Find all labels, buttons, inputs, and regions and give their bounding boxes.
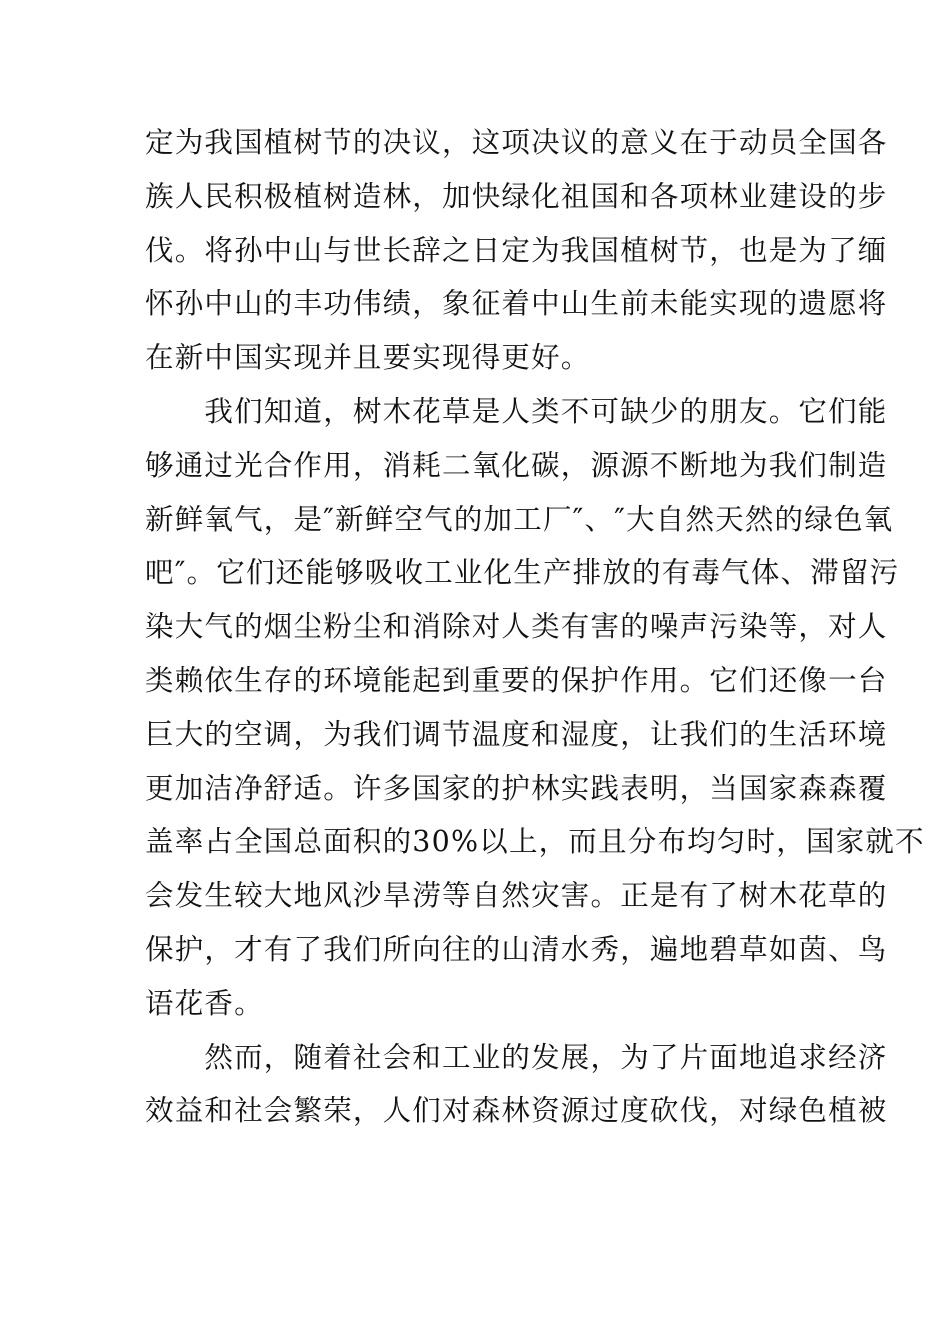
text-line: 我们知道，树木花草是人类不可缺少的朋友。它们能 [145, 394, 888, 428]
text-line: 定为我国植树节的决议，这项决议的意义在于动员全国各 [145, 126, 888, 159]
text-line: 效益和社会繁荣，人们对森林资源过度砍伐，对绿色植被 [145, 1094, 888, 1128]
body-text [145, 116, 925, 1138]
text-line: 吧″。它们还能够吸收工业化生产排放的有毒气体、滞留污 [145, 556, 900, 590]
paragraph-3 [145, 1031, 888, 1139]
text-line: 类赖依生存的环境能起到重要的保护作用。它们还像一台 [145, 663, 888, 697]
text-line: 更加洁净舒适。许多国家的护林实践表明，当国家森森覆 [145, 771, 888, 805]
paragraph-2 [145, 385, 925, 1031]
text-line: 伐。将孙中山与世长辞之日定为我国植树节，也是为了缅 [145, 233, 888, 267]
paragraph-1 [145, 116, 888, 385]
text-line: 够通过光合作用，消耗二氧化碳，源源不断地为我们制造 [145, 448, 888, 482]
text-line: 会发生较大地风沙旱涝等自然灾害。正是有了树木花草的 [145, 879, 888, 913]
text-line: 语花香。 [145, 986, 264, 1020]
text-line: 盖率占全国总面积的30%以上，而且分布均匀时，国家就不 [145, 825, 925, 859]
text-line: 染大气的烟尘粉尘和消除对人类有害的噪声污染等，对人 [145, 610, 888, 644]
text-line: 巨大的空调，为我们调节温度和湿度，让我们的生活环境 [145, 717, 888, 751]
text-line: 保护，才有了我们所向往的山清水秀，遍地碧草如茵、鸟 [145, 932, 888, 966]
text-line: 怀孙中山的丰功伟绩，象征着中山生前未能实现的遗愿将 [145, 287, 888, 321]
text-line: 族人民积极植树造林，加快绿化祖国和各项林业建设的步 [145, 179, 888, 213]
text-line: 新鲜氧气，是″新鲜空气的加工厂″、″大自然天然的绿色氧 [145, 502, 894, 536]
text-line: 然而，随着社会和工业的发展，为了片面地追求经济 [145, 1040, 888, 1074]
text-line: 在新中国实现并且要实现得更好。 [145, 341, 591, 375]
